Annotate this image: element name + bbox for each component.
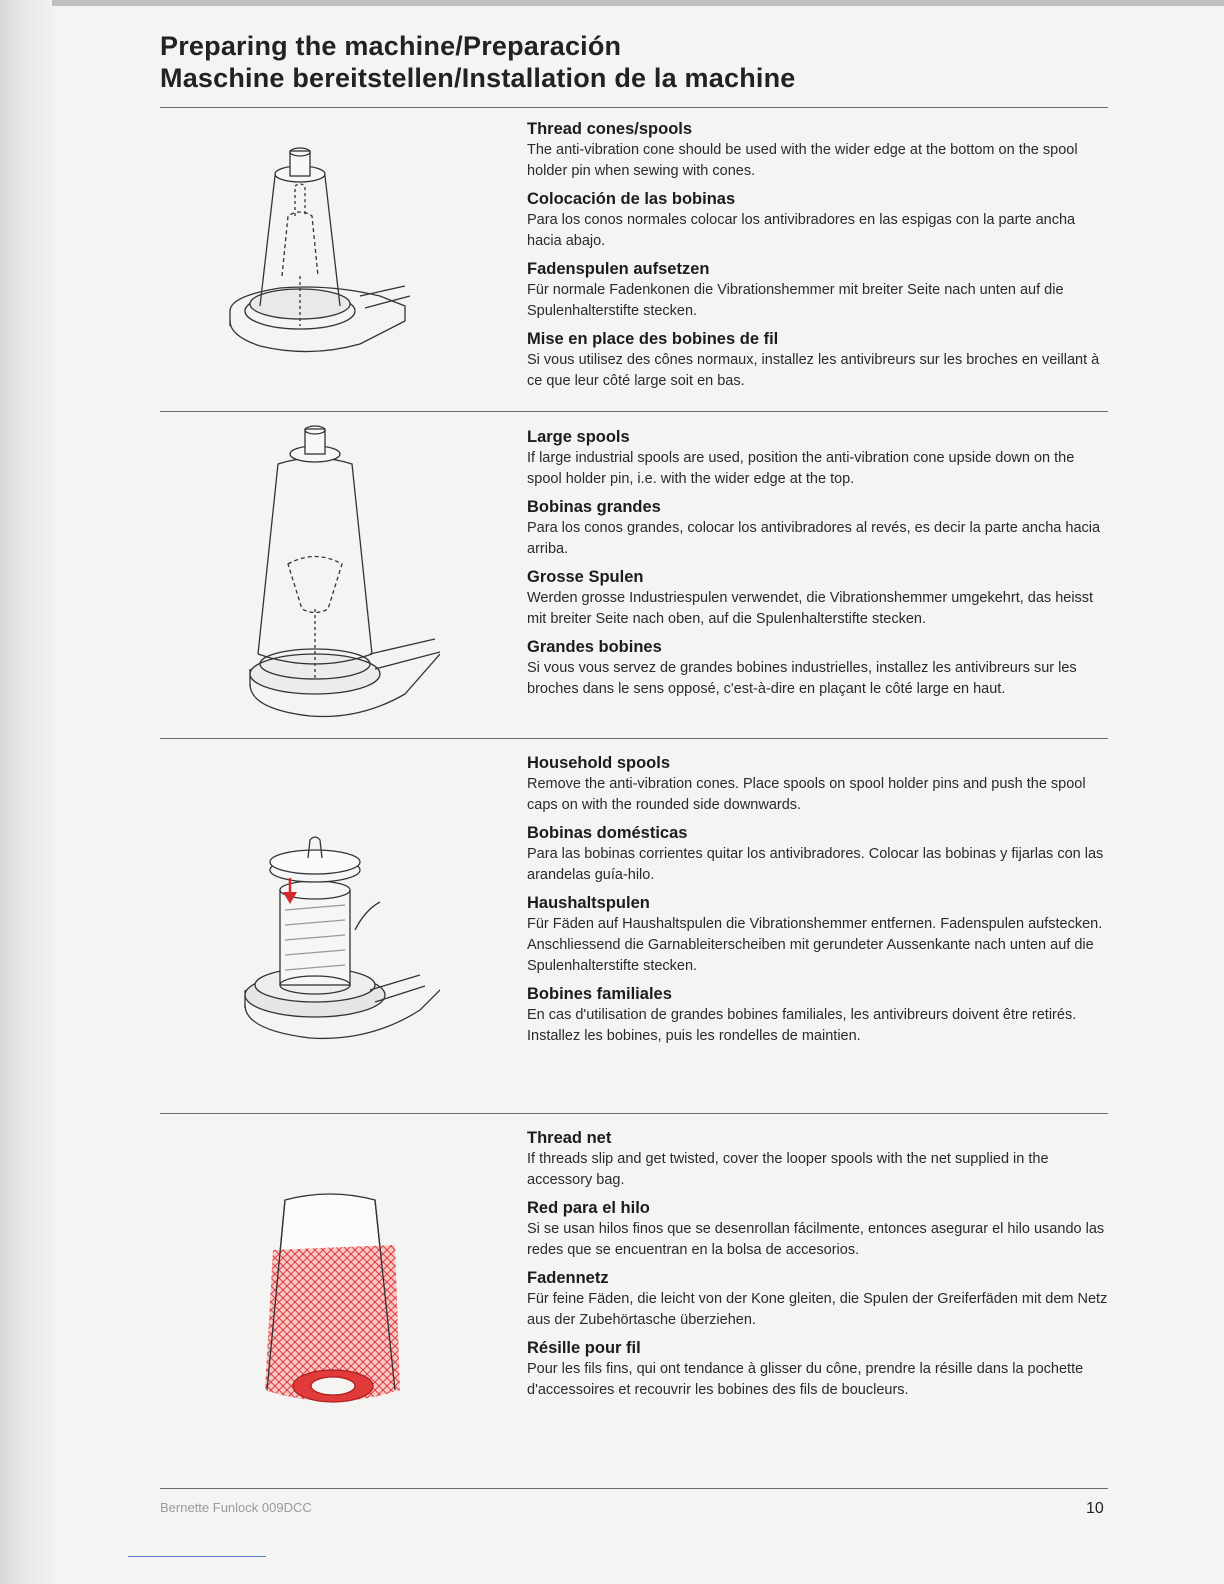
footer-model-name: Bernette Funlock 009DCC bbox=[160, 1500, 312, 1515]
footer-divider bbox=[160, 1488, 1108, 1489]
heading: Thread net bbox=[527, 1129, 612, 1147]
heading: Mise en place des bobines de fil bbox=[527, 330, 779, 348]
spool-cone-icon bbox=[220, 146, 420, 386]
bottom-link-underline[interactable] bbox=[128, 1556, 266, 1557]
page-spine-shadow bbox=[0, 0, 60, 1584]
paragraph: Para los conos grandes, colocar los antivibradores al revés, es decir la parte ancha hacia arriba. bbox=[527, 520, 1101, 557]
paragraph: If large industrial spools are used, position the anti-vibration cone upside down on the spool holder pin, i.e. with the wider edge at the top. bbox=[527, 450, 1075, 487]
section-thread-cones bbox=[160, 118, 1108, 408]
text-column bbox=[527, 426, 1108, 706]
heading: Fadennetz bbox=[527, 1269, 609, 1287]
paragraph: Si se usan hilos finos que se desenrollan fácilmente, entonces asegurar el hilo usando las redes que se encuentran en la bolsa de accesorios. bbox=[527, 1221, 1105, 1258]
paragraph: The anti-vibration cone should be used with the wider edge at the bottom on the spool holder pin when sewing with cones. bbox=[527, 142, 1078, 179]
title-line-2: Maschine bereitstellen/Installation de la machine bbox=[160, 63, 796, 93]
heading: Grandes bobines bbox=[527, 638, 662, 656]
section-large-spools bbox=[160, 424, 1108, 734]
heading: Colocación de las bobinas bbox=[527, 190, 736, 208]
heading: Résille pour fil bbox=[527, 1339, 641, 1357]
paragraph: If threads slip and get twisted, cover the looper spools with the net supplied in the accessory bag. bbox=[527, 1151, 1049, 1188]
page-number: 10 bbox=[1086, 1500, 1104, 1517]
heading: Fadenspulen aufsetzen bbox=[527, 260, 710, 278]
text-column bbox=[527, 1127, 1108, 1407]
household-spool-icon bbox=[220, 830, 440, 1060]
text-column bbox=[527, 118, 1108, 398]
heading: Red para el hilo bbox=[527, 1199, 650, 1217]
section-household-spools bbox=[160, 750, 1108, 1110]
paragraph: Pour les fils fins, qui ont tendance à glisser du cône, prendre la résille dans la pochette d'accessoires et recouvrir les bobines des fils de boucleurs. bbox=[527, 1361, 1084, 1398]
heading: Thread cones/spools bbox=[527, 120, 693, 138]
heading: Grosse Spulen bbox=[527, 568, 644, 586]
paragraph: Para las bobinas corrientes quitar los antivibradores. Colocar las bobinas y fijarlas con las arandelas guía-hilo. bbox=[527, 846, 1104, 883]
text-column bbox=[527, 752, 1108, 1053]
large-spool-icon bbox=[220, 424, 440, 724]
paragraph: Para los conos normales colocar los antivibradores en las espigas con la parte ancha hacia abajo. bbox=[527, 212, 1076, 249]
paragraph: Für feine Fäden, die leicht von der Kone gleiten, die Spulen der Greiferfäden mit dem Netz aus der Zubehörtasche überziehen. bbox=[527, 1291, 1108, 1328]
paragraph: Si vous utilisez des cônes normaux, installez les antivibreurs sur les broches en veillant à ce que leur côté large soit en bas. bbox=[527, 352, 1100, 389]
heading: Bobinas grandes bbox=[527, 498, 661, 516]
top-edge-bar bbox=[52, 0, 1224, 6]
paragraph: Remove the anti-vibration cones. Place spools on spool holder pins and push the spool caps on with the rounded side downwards. bbox=[527, 776, 1086, 813]
heading: Bobinas domésticas bbox=[527, 824, 688, 842]
section-divider bbox=[160, 738, 1108, 739]
paragraph: Werden grosse Industriespulen verwendet, die Vibrationshemmer umgekehrt, das heisst mit breiter Seite nach oben, auf die Spulenhalterstifte stecken. bbox=[527, 590, 1094, 627]
heading: Large spools bbox=[527, 428, 630, 446]
paragraph: Für Fäden auf Haushaltspulen die Vibrationshemmer entfernen. Fadenspulen aufstecken. Anschliessend die Garnableiterscheiben mit gerundeter Aussenkante nach unten auf die Spulenhalterstifte stecken. bbox=[527, 916, 1103, 974]
heading: Haushaltspulen bbox=[527, 894, 650, 912]
section-thread-net bbox=[160, 1125, 1108, 1425]
page-title bbox=[160, 30, 1120, 94]
section-divider bbox=[160, 1113, 1108, 1114]
title-line-1: Preparing the machine/Preparación bbox=[160, 31, 622, 61]
heading: Bobines familiales bbox=[527, 985, 672, 1003]
heading: Household spools bbox=[527, 754, 671, 772]
section-divider bbox=[160, 107, 1108, 108]
paragraph: Si vous vous servez de grandes bobines industrielles, installez les antivibreurs sur les broches dans le sens opposé, c'est-à-dire en plaçant le côté large en haut. bbox=[527, 660, 1077, 697]
section-divider bbox=[160, 411, 1108, 412]
paragraph: En cas d'utilisation de grandes bobines familiales, les antivibreurs doivent être retirés. Installez les bobines, puis les rondelles de maintien. bbox=[527, 1007, 1077, 1044]
paragraph: Für normale Fadenkonen die Vibrationshemmer mit breiter Seite nach unten auf die Spulenhalterstifte stecken. bbox=[527, 282, 1064, 319]
thread-net-icon bbox=[255, 1190, 405, 1420]
